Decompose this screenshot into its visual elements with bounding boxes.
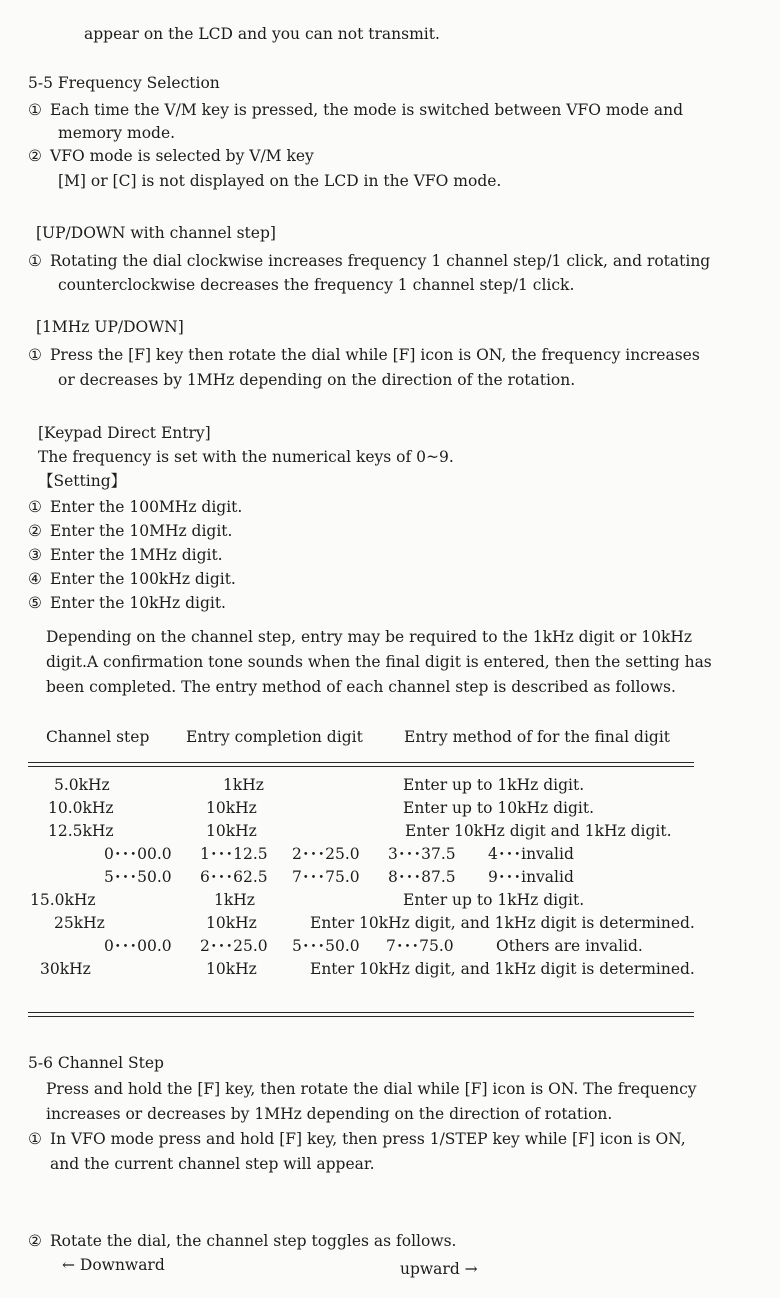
s56-item-1-cont: and the current channel step will appear. xyxy=(50,1155,375,1173)
cell-step: 12.5kHz xyxy=(48,822,114,840)
cell-value: 7･･･75.0 xyxy=(386,937,454,955)
keypad-note-3: been completed. The entry method of each channel step is described as follows. xyxy=(46,678,676,696)
keypad-step-1 xyxy=(28,498,242,517)
cell-digit: 10kHz xyxy=(206,914,257,932)
circled-marker: ② xyxy=(28,147,42,165)
upward-arrow-label: upward → xyxy=(400,1260,478,1278)
downward-arrow-label: ← Downward xyxy=(62,1256,165,1274)
mhz-item xyxy=(28,346,700,365)
keypad-step-text: Enter the 10kHz digit. xyxy=(50,594,226,612)
table-row xyxy=(0,937,780,960)
table-row xyxy=(0,799,780,822)
circled-marker: ① xyxy=(28,101,42,119)
table-row xyxy=(0,868,780,891)
cell-value: 0･･･00.0 xyxy=(104,845,172,863)
mhz-cont: or decreases by 1MHz depending on the direction of the rotation. xyxy=(58,371,576,389)
s55-item-1-text: Each time the V/M key is pressed, the mode is switched between VFO mode and xyxy=(50,101,684,119)
circled-marker: ⑤ xyxy=(28,594,42,612)
keypad-step-text: Enter the 1MHz digit. xyxy=(50,546,223,564)
header-entry-method: Entry method of for the final digit xyxy=(404,728,671,746)
circled-marker: ④ xyxy=(28,570,42,588)
table-row xyxy=(0,960,780,983)
keypad-step-2 xyxy=(28,522,232,541)
cell-method: Enter up to 1kHz digit. xyxy=(403,776,585,794)
table-top-rule xyxy=(28,762,694,767)
keypad-intro: The frequency is set with the numerical keys of 0~9. xyxy=(38,448,454,466)
cell-step: 25kHz xyxy=(54,914,105,932)
circled-marker: ① xyxy=(28,498,42,516)
section-5-5-heading: 5-5 Frequency Selection xyxy=(28,74,220,92)
keypad-step-3 xyxy=(28,546,223,565)
cell-value: 5･･･50.0 xyxy=(104,868,172,886)
header-entry-completion: Entry completion digit xyxy=(186,728,363,746)
cell-digit: 10kHz xyxy=(206,960,257,978)
cell-value: 6･･･62.5 xyxy=(200,868,268,886)
updown-cont: counterclockwise decreases the frequency 1 channel step/1 click. xyxy=(58,276,575,294)
cell-value: 0･･･00.0 xyxy=(104,937,172,955)
cell-value: 7･･･75.0 xyxy=(292,868,360,886)
keypad-setting: 【Setting】 xyxy=(38,472,127,490)
updown-text: Rotating the dial clockwise increases frequency 1 channel step/1 click, and rotating xyxy=(50,252,711,270)
cell-value: Others are invalid. xyxy=(496,937,643,955)
cell-value: 5･･･50.0 xyxy=(292,937,360,955)
keypad-step-4 xyxy=(28,570,236,589)
circled-marker: ② xyxy=(28,1232,42,1250)
keypad-heading: [Keypad Direct Entry] xyxy=(38,424,211,442)
s55-item-1-cont: memory mode. xyxy=(58,124,176,142)
circled-marker: ③ xyxy=(28,546,42,564)
cell-digit: 1kHz xyxy=(214,891,255,909)
cell-step: 30kHz xyxy=(40,960,91,978)
cell-digit: 10kHz xyxy=(206,822,257,840)
s55-item-2 xyxy=(28,147,314,166)
s56-paragraph-2: increases or decreases by 1MHz depending on the direction of rotation. xyxy=(46,1105,613,1123)
updown-item xyxy=(28,252,710,271)
keypad-note-2: digit.A confirmation tone sounds when the final digit is entered, then the setting has xyxy=(46,653,712,671)
circled-marker: ② xyxy=(28,522,42,540)
table-row xyxy=(0,914,780,937)
circled-marker: ① xyxy=(28,1130,42,1148)
s56-item-2-text: Rotate the dial, the channel step toggles as follows. xyxy=(50,1232,457,1250)
mhz-text: Press the [F] key then rotate the dial while [F] icon is ON, the frequency increases xyxy=(50,346,700,364)
s56-item-1-text: In VFO mode press and hold [F] key, then press 1/STEP key while [F] icon is ON, xyxy=(50,1130,686,1148)
s55-item-2-text: VFO mode is selected by V/M key xyxy=(50,147,314,165)
table-row xyxy=(0,845,780,868)
cell-value: 4･･･invalid xyxy=(488,845,574,863)
intro-line: appear on the LCD and you can not transmit. xyxy=(84,25,440,43)
table-row xyxy=(0,822,780,845)
s56-item-2 xyxy=(28,1232,457,1251)
cell-value: 1･･･12.5 xyxy=(200,845,268,863)
table-bottom-rule xyxy=(28,1012,694,1017)
cell-digit: 10kHz xyxy=(206,799,257,817)
cell-method: Enter up to 1kHz digit. xyxy=(403,891,585,909)
s55-item-1 xyxy=(28,101,683,120)
table-row xyxy=(0,891,780,914)
keypad-step-5 xyxy=(28,594,226,613)
keypad-note-1: Depending on the channel step, entry may be required to the 1kHz digit or 10kHz xyxy=(46,628,693,646)
cell-value: 3･･･37.5 xyxy=(388,845,456,863)
table-header xyxy=(28,724,698,764)
cell-value: 8･･･87.5 xyxy=(388,868,456,886)
keypad-step-text: Enter the 10MHz digit. xyxy=(50,522,233,540)
s55-item-2-cont: [M] or [C] is not displayed on the LCD in the VFO mode. xyxy=(58,172,502,190)
table-row xyxy=(0,776,780,799)
header-channel-step: Channel step xyxy=(46,728,150,746)
circled-marker: ① xyxy=(28,346,42,364)
cell-value: 2･･･25.0 xyxy=(292,845,360,863)
cell-method: Enter 10kHz digit, and 1kHz digit is determined. xyxy=(310,960,695,978)
circled-marker: ① xyxy=(28,252,42,270)
cell-step: 10.0kHz xyxy=(48,799,114,817)
s56-paragraph-1: Press and hold the [F] key, then rotate the dial while [F] icon is ON. The frequency xyxy=(46,1080,697,1098)
updown-heading: [UP/DOWN with channel step] xyxy=(36,224,276,242)
cell-digit: 1kHz xyxy=(223,776,264,794)
cell-method: Enter 10kHz digit, and 1kHz digit is determined. xyxy=(310,914,695,932)
cell-value: 2･･･25.0 xyxy=(200,937,268,955)
keypad-step-text: Enter the 100MHz digit. xyxy=(50,498,243,516)
section-5-6-heading: 5-6 Channel Step xyxy=(28,1054,164,1072)
mhz-heading: [1MHz UP/DOWN] xyxy=(36,318,184,336)
cell-step: 15.0kHz xyxy=(30,891,96,909)
cell-method: Enter up to 10kHz digit. xyxy=(403,799,594,817)
cell-method: Enter 10kHz digit and 1kHz digit. xyxy=(405,822,672,840)
keypad-step-text: Enter the 100kHz digit. xyxy=(50,570,236,588)
cell-step: 5.0kHz xyxy=(54,776,110,794)
cell-value: 9･･･invalid xyxy=(488,868,574,886)
s56-item-1 xyxy=(28,1130,686,1149)
